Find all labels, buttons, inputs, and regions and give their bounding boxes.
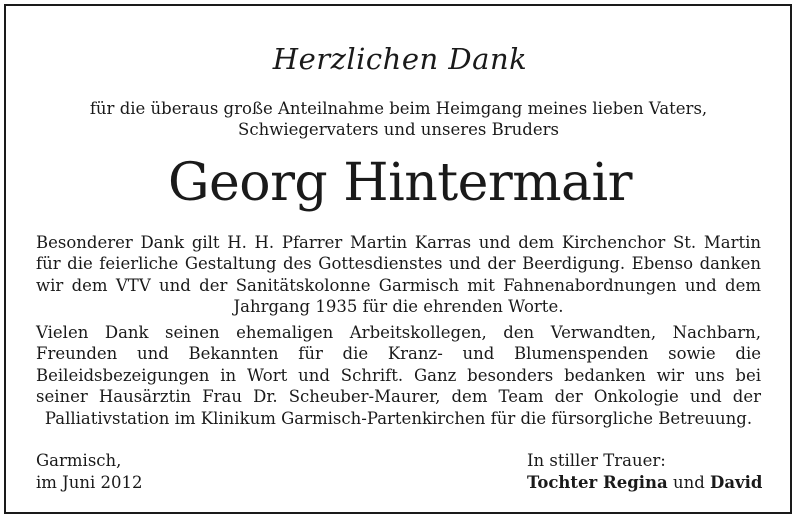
date: im Juni 2012 xyxy=(36,472,143,492)
mourning-label: In stiller Trauer: xyxy=(527,451,666,470)
thanks-paragraph-friends: Vielen Dank seinen ehemaligen Arbeitskollegen, den Verwandten, Nachbarn, Freunden und Bekannten für die Kranz- und Blumenspenden sowie die Beileidsbezeigungen in Wort und Schrift. Ganz besonders bedanken wir uns bei seiner Hausärztin Frau Dr. Scheuber-Maurer, dem Team der Onkologie und der Palliativstation im Klinikum Garmisch-Partenkirchen für die fürsorgliche Betreuung. xyxy=(36,323,761,428)
place: Garmisch, xyxy=(36,451,122,470)
signers-conjunction: und xyxy=(672,472,705,492)
notice-intro: für die überaus große Anteilnahme beim Heimgang meines lieben Vaters, Schwiegervaters und unseres Bruders xyxy=(89,99,708,139)
signers xyxy=(527,472,762,494)
deceased-name: Georg Hintermair xyxy=(167,153,633,213)
signer-last: David xyxy=(710,472,763,492)
signer-daughter: Tochter Regina xyxy=(527,472,668,492)
notice-heading: Herzlichen Dank xyxy=(272,42,528,76)
signature-block xyxy=(527,450,762,493)
place-date xyxy=(36,450,143,493)
thanks-paragraph-clergy: Besonderer Dank gilt H. H. Pfarrer Martin Karras und dem Kirchenchor St. Martin für die feierliche Gestaltung des Gottesdienstes und der Beerdigung. Ebenso danken wir dem VTV und der Sanitätskolonne Garmisch mit Fahnenabordnungen und dem Jahrgang 1935 für die ehrenden Worte. xyxy=(36,233,761,317)
